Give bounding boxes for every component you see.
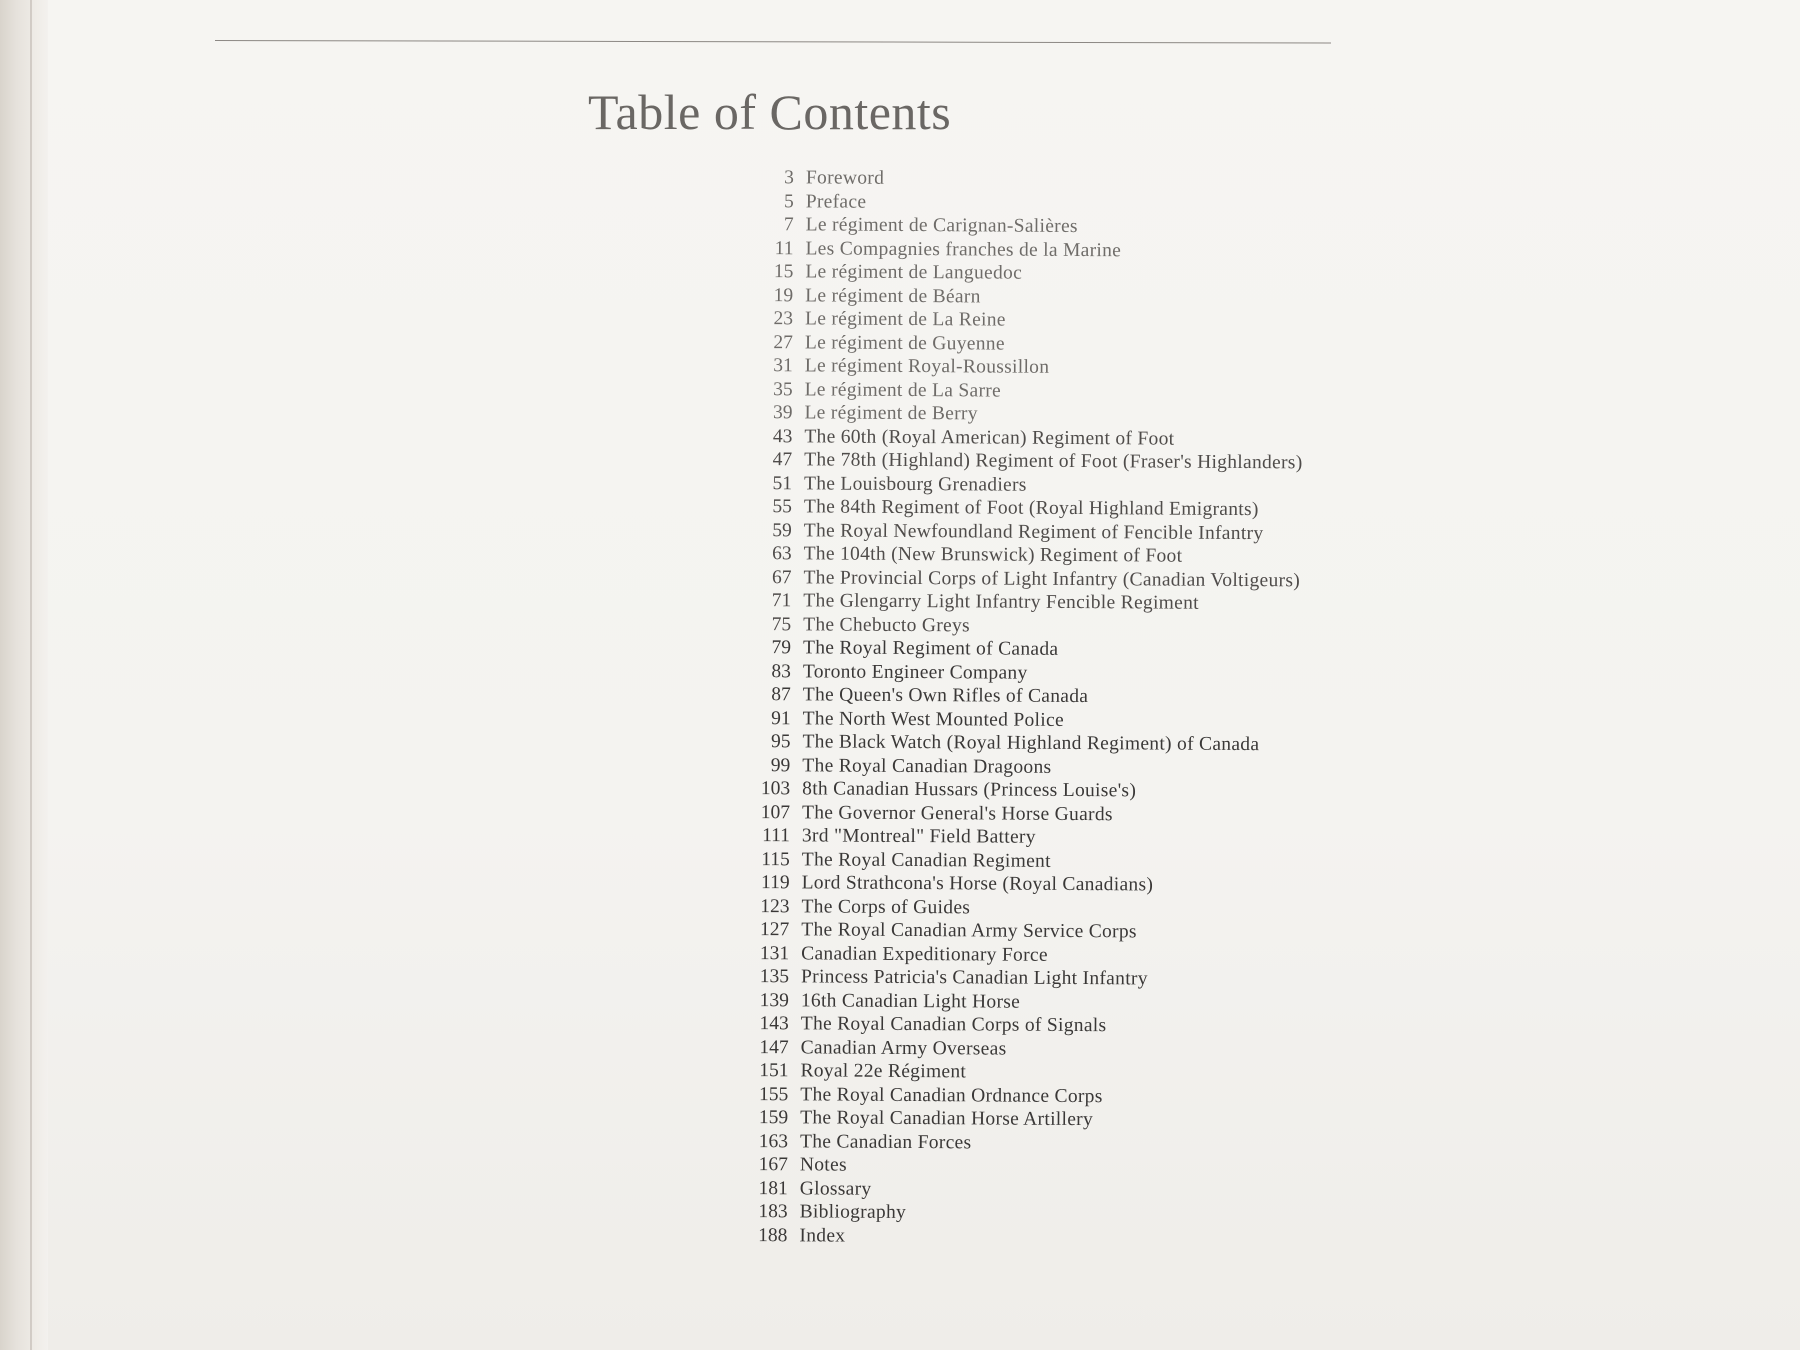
toc-entry-title: The 84th Regiment of Foot (Royal Highland Emigrants) [803, 496, 1259, 521]
header-rule [215, 40, 1331, 44]
toc-entry-page-number: 79 [771, 637, 792, 659]
toc-entry-title: Le régiment de Guyenne [804, 331, 1005, 355]
toc-entry-title: The Provincial Corps of Light Infantry (Canadian Voltigeurs) [803, 566, 1301, 591]
toc-entry-page-number: 91 [771, 707, 791, 729]
table-of-contents [741, 166, 1304, 1250]
toc-entry [744, 730, 1300, 757]
toc-entry-title: Notes [799, 1154, 847, 1176]
toc-entry [746, 542, 1302, 569]
toc-entry-page-number: 163 [758, 1130, 789, 1152]
toc-entry-page-number: 83 [771, 660, 791, 682]
toc-entry-page-number: 47 [772, 449, 793, 471]
toc-entry-page-number: 31 [773, 355, 793, 377]
toc-entry [746, 495, 1302, 522]
toc-entry-title: Royal 22e Régiment [800, 1060, 967, 1083]
toc-entry-title: The Royal Canadian Ordnance Corps [800, 1083, 1103, 1107]
toc-entry-page-number: 111 [762, 825, 790, 847]
toc-entry-title: Canadian Expeditionary Force [801, 942, 1048, 966]
toc-entry [745, 659, 1301, 686]
toc-entry [742, 1059, 1298, 1086]
toc-entry-page-number: 75 [771, 613, 792, 635]
toc-entry-page-number: 35 [773, 378, 793, 400]
toc-entry-title: The Royal Canadian Corps of Signals [800, 1013, 1107, 1037]
toc-entry [746, 424, 1302, 451]
toc-entry [745, 612, 1301, 639]
toc-entry [744, 871, 1300, 898]
toc-entry [742, 1129, 1298, 1156]
toc-entry [742, 1082, 1298, 1109]
toc-entry-title: The Louisbourg Grenadiers [803, 472, 1027, 496]
toc-entry [745, 565, 1301, 592]
toc-entry-title: 3rd "Montreal" Field Battery [801, 825, 1036, 848]
toc-entry [748, 166, 1304, 193]
toc-entry [745, 706, 1301, 733]
toc-entry-page-number: 11 [774, 237, 794, 259]
toc-entry [747, 307, 1303, 334]
toc-entry-title: Le régiment de La Reine [805, 308, 1006, 331]
book-gutter [0, 0, 48, 1350]
toc-entry-page-number: 123 [760, 895, 790, 917]
toc-entry-title: 8th Canadian Hussars (Princess Louise's) [802, 778, 1137, 802]
toc-entry-title: Lord Strathcona's Horse (Royal Canadians) [801, 872, 1154, 896]
toc-entry-title: The Royal Canadian Dragoons [802, 754, 1052, 778]
toc-entry-page-number: 151 [759, 1060, 789, 1082]
toc-entry [743, 894, 1299, 921]
toc-entry-title: Le régiment de Berry [804, 402, 978, 425]
toc-entry [743, 941, 1299, 968]
toc-entry-title: Princess Patricia's Canadian Light Infantry [800, 966, 1148, 990]
toc-entry-title: Canadian Army Overseas [800, 1036, 1007, 1060]
toc-entry-page-number: 183 [758, 1201, 788, 1223]
toc-entry [743, 1035, 1299, 1062]
toc-entry [742, 1106, 1298, 1133]
toc-entry [746, 471, 1302, 498]
toc-entry [744, 847, 1300, 874]
toc-entry-title: The Queen's Own Rifles of Canada [802, 684, 1089, 708]
toc-entry-title: The Governor General's Horse Guards [801, 801, 1113, 825]
toc-entry-page-number: 71 [771, 590, 792, 612]
toc-entry-page-number: 67 [771, 566, 792, 588]
toc-entry-page-number: 3 [784, 167, 794, 189]
toc-entry-page-number: 63 [772, 543, 792, 565]
toc-entry-title: Glossary [799, 1177, 872, 1200]
toc-entry-page-number: 55 [772, 496, 792, 518]
toc-entry-title: The 104th (New Brunswick) Regiment of Foot [803, 543, 1183, 567]
toc-entry-page-number: 115 [761, 848, 790, 870]
binding-edge [30, 0, 32, 1350]
toc-entry-title: The 60th (Royal American) Regiment of Foot [804, 425, 1175, 450]
toc-entry [743, 988, 1299, 1015]
toc-entry-title: The Corps of Guides [801, 895, 971, 918]
page-title: Table of Contents [588, 84, 952, 140]
toc-entry-title: The Glengarry Light Infantry Fencible Regiment [803, 590, 1199, 614]
toc-entry-title: The Royal Canadian Regiment [801, 848, 1051, 872]
toc-entry [748, 213, 1304, 240]
toc-entry [747, 283, 1303, 310]
toc-entry-page-number: 107 [760, 801, 791, 823]
toc-entry-page-number: 139 [759, 989, 789, 1011]
toc-entry-title: The Royal Newfoundland Regiment of Fencible Infantry [803, 519, 1264, 544]
toc-entry [747, 330, 1303, 357]
toc-entry-page-number: 39 [772, 402, 793, 424]
toc-entry-page-number: 131 [759, 942, 790, 964]
toc-entry-title: The 78th (Highland) Regiment of Foot (Fraser's Highlanders) [804, 449, 1303, 474]
toc-entry-title: Preface [805, 190, 867, 213]
toc-entry [746, 448, 1302, 475]
toc-entry-title: The North West Mounted Police [802, 707, 1065, 731]
toc-entry [741, 1223, 1297, 1250]
toc-entry-page-number: 103 [760, 778, 791, 800]
toc-entry-page-number: 15 [773, 261, 794, 283]
toc-entry-title: The Canadian Forces [799, 1130, 972, 1153]
toc-entry-page-number: 5 [783, 190, 794, 212]
toc-entry-title: Les Compagnies franches de la Marine [805, 237, 1122, 261]
toc-entry [747, 377, 1303, 404]
toc-entry-title: Le régiment Royal-Roussillon [804, 355, 1050, 378]
toc-entry-page-number: 119 [761, 872, 790, 894]
toc-entry-page-number: 95 [770, 731, 791, 753]
toc-entry-page-number: 127 [760, 919, 790, 941]
toc-entry-page-number: 155 [759, 1083, 789, 1105]
toc-entry-title: Le régiment de Languedoc [805, 261, 1023, 284]
toc-entry [746, 518, 1302, 545]
toc-entry [743, 965, 1299, 992]
toc-entry-title: The Royal Canadian Army Service Corps [801, 919, 1137, 943]
toc-entry-title: The Royal Canadian Horse Artillery [800, 1107, 1094, 1131]
toc-entry [744, 777, 1300, 804]
toc-entry-page-number: 27 [773, 331, 793, 353]
toc-entry-title: Index [799, 1224, 846, 1247]
toc-entry [748, 189, 1304, 216]
toc-entry [744, 824, 1300, 851]
toc-entry [745, 589, 1301, 616]
toc-entry-page-number: 99 [770, 754, 791, 776]
toc-entry [743, 1012, 1299, 1039]
toc-entry-page-number: 23 [773, 308, 794, 330]
toc-entry-title: Le régiment de Carignan-Salières [805, 214, 1078, 238]
toc-entry-page-number: 188 [758, 1224, 788, 1246]
toc-entry-page-number: 51 [772, 472, 793, 494]
toc-entry-page-number: 143 [759, 1013, 789, 1035]
toc-entry-page-number: 135 [759, 966, 790, 988]
toc-entry-page-number: 87 [771, 684, 791, 706]
toc-entry [746, 401, 1302, 428]
toc-entry-title: Le régiment de La Sarre [804, 378, 1002, 402]
toc-entry [742, 1200, 1298, 1227]
toc-entry-title: Bibliography [799, 1201, 907, 1223]
toc-entry [742, 1153, 1298, 1180]
toc-entry-page-number: 43 [772, 425, 793, 447]
toc-entry-title: The Black Watch (Royal Highland Regiment) of Canada [802, 731, 1260, 756]
toc-entry-page-number: 7 [783, 214, 794, 236]
toc-entry-title: The Royal Regiment of Canada [802, 637, 1059, 660]
toc-entry-title: Foreword [805, 167, 885, 189]
toc-entry-title: The Chebucto Greys [803, 613, 971, 636]
book-page [48, 0, 1800, 1350]
toc-entry [744, 753, 1300, 780]
toc-entry-title: Le régiment de Béarn [805, 284, 981, 307]
toc-entry-title: Toronto Engineer Company [802, 660, 1028, 684]
toc-entry [745, 683, 1301, 710]
toc-entry-page-number: 159 [758, 1107, 789, 1129]
toc-entry [742, 1176, 1298, 1203]
toc-entry [747, 236, 1303, 263]
toc-entry-page-number: 19 [773, 284, 794, 306]
toc-entry [743, 918, 1299, 945]
toc-entry-page-number: 59 [772, 519, 792, 541]
toc-entry [745, 636, 1301, 663]
toc-entry [744, 800, 1300, 827]
toc-entry [747, 260, 1303, 287]
toc-entry-page-number: 181 [758, 1177, 788, 1199]
toc-entry-title: 16th Canadian Light Horse [800, 989, 1021, 1013]
toc-entry-page-number: 147 [759, 1036, 789, 1058]
toc-entry-page-number: 167 [758, 1154, 788, 1176]
toc-entry [747, 354, 1303, 381]
